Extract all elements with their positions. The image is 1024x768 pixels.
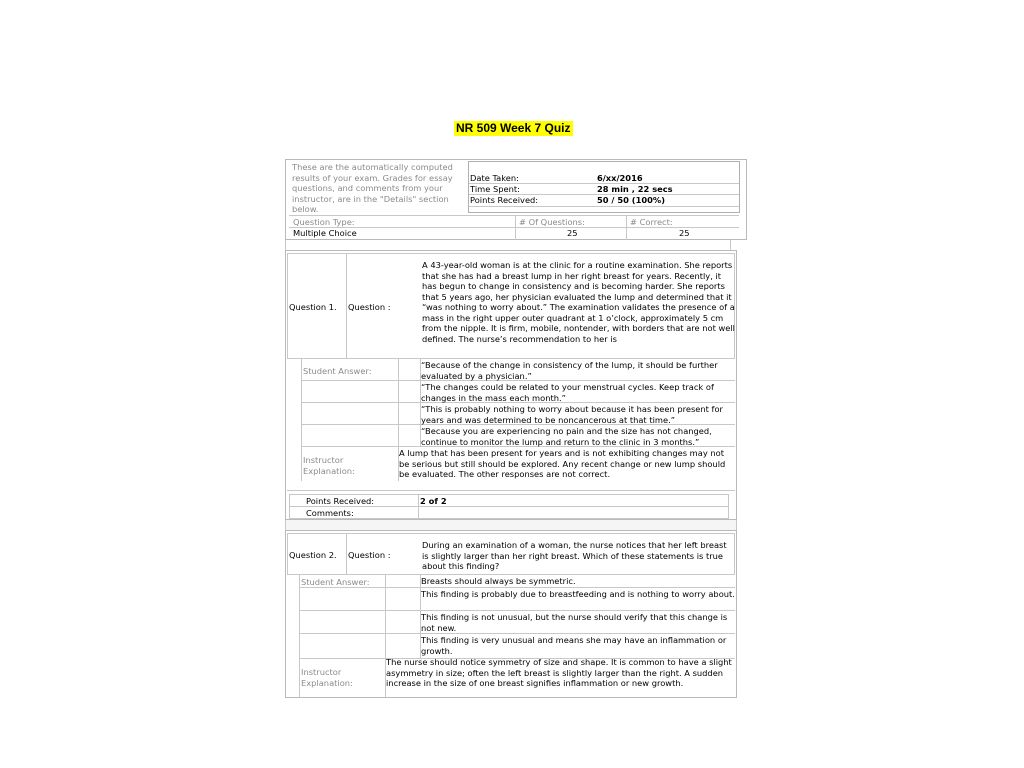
- q1-answer-4-text: “Because you are experiencing no pain and the size has not changed, continue to monitor the lump and return to the clinic in 3 months.”: [421, 426, 712, 447]
- time-row: [469, 184, 739, 195]
- q1-header-divider: [346, 254, 347, 358]
- row-question-type: Multiple Choice: [293, 228, 357, 238]
- row-num-questions: 25: [567, 228, 578, 238]
- q1-student-answer-label: Student Answer:: [303, 366, 372, 376]
- q2-question-text: During an examination of a woman, the nurse notices that her left breast is slightly larger than her right breast. Which of these statements is true about this finding?: [422, 540, 727, 571]
- q2-student-answer-label: Student Answer:: [301, 577, 370, 587]
- points-value: 50 / 50 (100%): [597, 195, 666, 205]
- date-value: 6/xx/2016: [597, 173, 643, 183]
- q1-answer-3-text: “This is probably nothing to worry about because it has been present for years and was determined to be noncancerous at that time.”: [421, 404, 723, 425]
- q2-answer-2-text: This finding is probably due to breastfeeding and is nothing to worry about.: [421, 589, 735, 599]
- q1-points-box: [289, 494, 729, 519]
- q2-answer-1-text: Breasts should always be symmetric.: [421, 576, 576, 586]
- time-label: Time Spent:: [470, 184, 520, 194]
- q2-header-divider: [346, 534, 347, 574]
- q1-points-value: 2 of 2: [420, 496, 447, 506]
- summary-intro: These are the automatically computed results of your exam. Grades for essay questions, and comments from your instructor, are in the "Details" section below.: [292, 162, 453, 214]
- q1-comments-label: Comments:: [306, 508, 354, 518]
- q2-label: Question 2.: [289, 550, 337, 560]
- row-correct: 25: [679, 228, 690, 238]
- question-2-panel: [285, 530, 737, 698]
- q2-explanation: The nurse should notice symmetry of size and shape. It is common to have a slight asymmetry in size; often the left breast is slightly larger than the right. A sudden increase in the size of one breast signifies inflammation or new growth.: [386, 657, 732, 688]
- q1-points-row: [290, 495, 728, 507]
- q1-answer-2-text: “The changes could be related to your menstrual cycles. Keep track of changes in the mass each month.”: [421, 382, 714, 403]
- q1-label: Question 1.: [289, 302, 337, 312]
- q1-answers-area: [287, 359, 735, 491]
- q2-question-label: Question :: [348, 550, 391, 560]
- q1-answer-2: [301, 381, 735, 403]
- q2-answer-4-text: This finding is very unusual and means she may have an inflammation or growth.: [421, 635, 727, 656]
- q1-answer-3: [301, 403, 735, 425]
- col-divider-2: [626, 216, 627, 240]
- q2-instructor-label: Instructor Explanation:: [301, 667, 353, 688]
- date-row: [469, 172, 739, 184]
- q1-instructor-label: Instructor Explanation:: [303, 455, 355, 476]
- q2-answer-3: [299, 611, 735, 634]
- q2-answer-2: [299, 588, 735, 611]
- points-row: [469, 195, 739, 207]
- summary-panel: [285, 159, 747, 240]
- points-label: Points Received:: [470, 195, 539, 205]
- q2-answer-1: [299, 575, 735, 588]
- col-correct: # Correct:: [630, 217, 673, 227]
- summary-stats-box: [468, 161, 740, 213]
- q1-points-col-divider: [418, 495, 419, 518]
- q1-answer-4: [301, 425, 735, 447]
- page-title: NR 509 Week 7 Quiz: [456, 121, 571, 135]
- q1-question-label: Question :: [348, 302, 391, 312]
- q2-header: [287, 533, 735, 575]
- q1-header: [287, 253, 735, 359]
- q2-answers-area: [287, 575, 735, 697]
- q1-explanation: A lump that has been present for years and is not exhibiting changes may not be serious but still should be explored. Any recent change or new lump should be evaluated. The other responses are not correct.: [399, 448, 726, 479]
- q1-points-label: Points Received:: [306, 496, 375, 506]
- q-spacer: [285, 520, 737, 530]
- time-value: 28 min , 22 secs: [597, 184, 673, 194]
- summary-spacer: [285, 240, 731, 250]
- summary-table: [289, 215, 739, 239]
- q1-answer-1: [301, 359, 735, 381]
- date-label: Date Taken:: [470, 173, 519, 183]
- q2-answer-4: [299, 634, 735, 659]
- q1-answer-1-text: “Because of the change in consistency of the lump, it should be further evaluated by a physician.”: [421, 360, 718, 381]
- q2-answer-3-text: This finding is not unusual, but the nurse should verify that this change is not new.: [421, 612, 728, 633]
- question-1-panel: [285, 250, 737, 520]
- col-question-type: Question Type:: [293, 217, 355, 227]
- q1-question-text: A 43-year-old woman is at the clinic for a routine examination. She reports that she has had a breast lump in her right breast for years. Recently, it has begun to change in consistency and is becoming harder. She reports that 5 years ago, her physician evaluated the lump and determined that it “was nothing to worry about.” The examination validates the presence of a mass in the right upper outer quadrant at 1 o’clock, approximately 5 cm from the nipple. It is firm, mobile, nontender, with borders that are not well defined. The nurse’s recommendation to her is: [422, 260, 735, 344]
- col-divider-1: [515, 216, 516, 240]
- col-num-questions: # Of Questions:: [519, 217, 585, 227]
